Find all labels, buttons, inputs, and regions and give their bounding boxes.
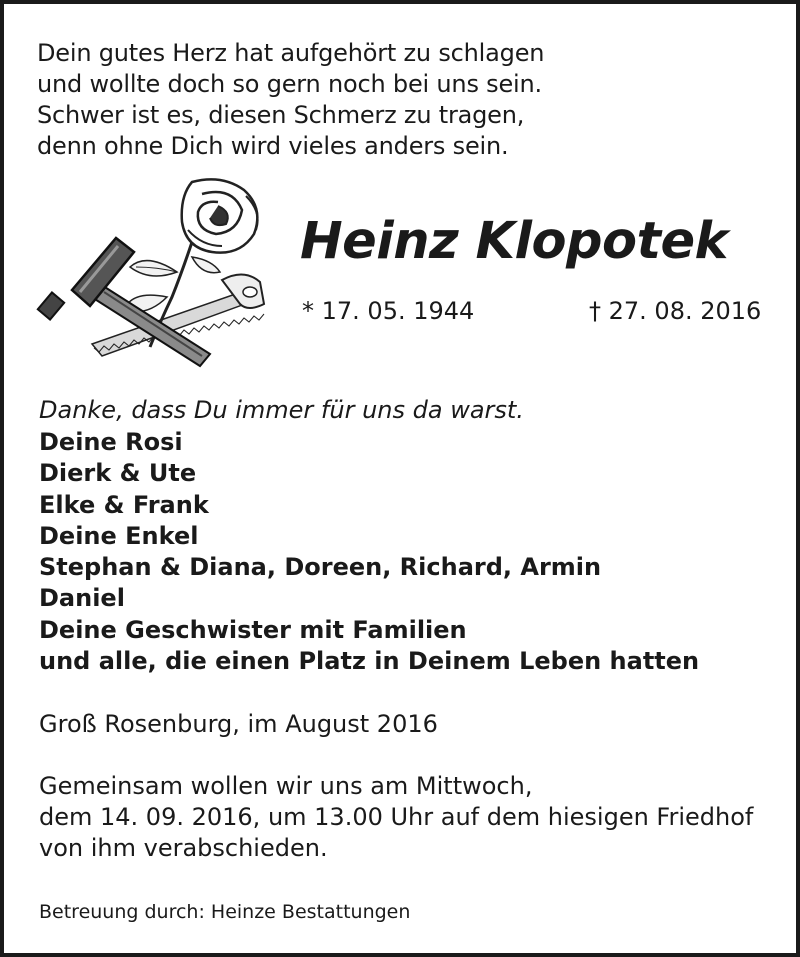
- poem-line: Dein gutes Herz hat aufgehört zu schlagen: [37, 39, 545, 67]
- birth-date: * 17. 05. 1944: [302, 297, 475, 325]
- mourner-line: Elke & Frank: [39, 490, 209, 519]
- poem-line: denn ohne Dich wird vieles anders sein.: [37, 132, 509, 160]
- mourners-list: [39, 427, 699, 677]
- funeral-line: dem 14. 09. 2016, um 13.00 Uhr auf dem hiesigen Friedhof: [39, 803, 754, 831]
- place-date: Groß Rosenburg, im August 2016: [39, 710, 438, 738]
- poem-line: und wollte doch so gern noch bei uns sein.: [37, 70, 542, 98]
- thanks-line: Danke, dass Du immer für uns da warst.: [39, 396, 524, 424]
- funeral-line: von ihm verabschieden.: [39, 834, 328, 862]
- mourner-line: Deine Rosi: [39, 428, 183, 456]
- mourner-line: Daniel: [39, 584, 125, 613]
- death-date: † 27. 08. 2016: [589, 297, 762, 325]
- undertaker-credit: Betreuung durch: Heinze Bestattungen: [39, 901, 411, 923]
- deceased-name: Heinz Klopotek: [300, 212, 728, 271]
- funeral-line: Gemeinsam wollen wir uns am Mittwoch,: [39, 772, 533, 800]
- mourner-line: Dierk & Ute: [39, 459, 197, 488]
- rose-hammer-saw-icon: [32, 172, 277, 372]
- funeral-notice: [39, 771, 753, 864]
- memorial-poem: [37, 38, 544, 162]
- mourner-line: und alle, die einen Platz in Deinem Leben hatten: [39, 647, 700, 676]
- mourner-line: Deine Enkel: [39, 521, 199, 550]
- poem-line: Schwer ist es, diesen Schmerz zu tragen,: [37, 101, 525, 129]
- mourner-line: Stephan & Diana, Doreen, Richard, Armin: [39, 553, 602, 582]
- mourner-line: Deine Geschwister mit Familien: [39, 615, 467, 644]
